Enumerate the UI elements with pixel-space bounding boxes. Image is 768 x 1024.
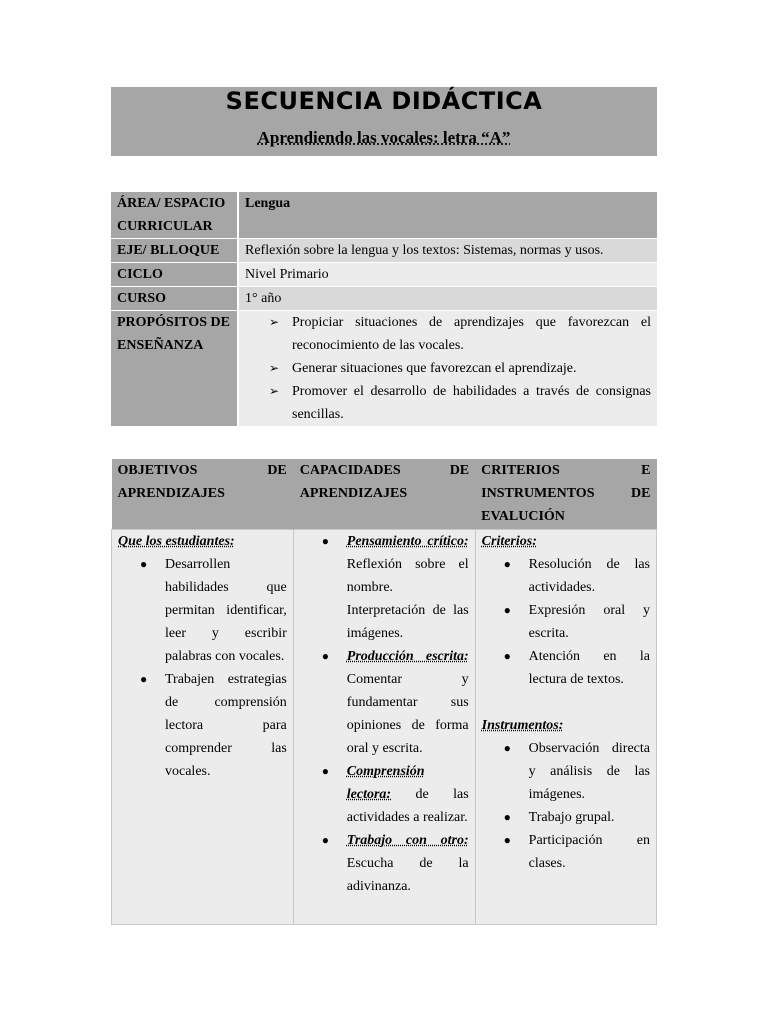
info-table — [111, 192, 657, 427]
dot-bullet-icon: ● — [503, 556, 511, 571]
ciclo-label: CICLO — [111, 263, 238, 287]
list-item: ● Trabajen estrategias de comprensión lectora para comprender las vocales. — [118, 668, 287, 783]
objetivos-list — [118, 553, 287, 783]
header-criterios: CRITERIOS E INSTRUMENTOS DE EVALUCIÓN — [475, 459, 656, 529]
criterios-cell — [475, 529, 656, 924]
criterios-label: Criterios: — [481, 533, 537, 549]
dot-bullet-icon: ● — [503, 832, 511, 847]
list-item: ● Desarrollen habilidades que permitan identificar, leer y escribir palabras con vocales. — [118, 553, 287, 668]
eje-label: EJE/ BLLOQUE — [111, 239, 238, 263]
dot-bullet-icon: ● — [321, 832, 330, 847]
curso-value: 1° año — [238, 287, 657, 311]
dot-bullet-icon: ● — [321, 533, 330, 548]
objetivos-intro: Que los estudiantes: — [118, 533, 235, 549]
propositos-label: PROPÓSITOS DE ENSEÑANZA — [111, 311, 238, 427]
list-item: ● Resolución de las actividades. — [482, 553, 650, 599]
dot-bullet-icon: ● — [503, 602, 511, 617]
list-item: ● Observación directa y análisis de las imágenes. — [482, 737, 650, 806]
area-value: Lengua — [238, 192, 657, 239]
objectives-table — [111, 459, 657, 925]
info-row-eje — [111, 239, 657, 263]
dot-bullet-icon: ● — [321, 648, 330, 663]
info-row-propositos — [111, 311, 657, 427]
list-item: ● Expresión oral y escrita. — [482, 599, 650, 645]
arrow-bullet-icon: ➢ — [269, 361, 280, 375]
dot-bullet-icon: ● — [140, 671, 148, 686]
page-title: SECUENCIA DIDÁCTICA — [225, 87, 543, 115]
list-item: ● Producción escrita: Comentar y fundamentar sus opiniones de forma oral y escrita. — [300, 645, 469, 760]
dot-bullet-icon: ● — [503, 809, 511, 824]
title-box — [111, 87, 657, 156]
list-item: ● Comprensión lectora: de las actividades a realizar. — [300, 760, 469, 829]
info-row-curso — [111, 287, 657, 311]
list-item: ● Atención en la lectura de textos. — [482, 645, 650, 691]
info-row-area — [111, 192, 657, 239]
dot-bullet-icon: ● — [140, 556, 148, 571]
arrow-bullet-icon: ➢ — [269, 315, 280, 329]
dot-bullet-icon: ● — [503, 740, 511, 755]
arrow-bullet-icon: ➢ — [269, 384, 280, 398]
list-item: ● Participación en clases. — [482, 829, 650, 875]
list-item: ➢ Promover el desarrollo de habilidades a través de consignas sencillas. — [245, 380, 651, 426]
area-label: ÁREA/ ESPACIO CURRICULAR — [111, 192, 238, 239]
capacidades-cell — [293, 529, 475, 924]
list-item: ➢ Generar situaciones que favorezcan el aprendizaje. — [245, 357, 651, 380]
instrumentos-list — [482, 737, 650, 875]
page-subtitle: Aprendiendo las vocales: letra “A” — [257, 128, 511, 147]
list-item: ● Pensamiento crítico: Reflexión sobre el nombre. Interpretación de las imágenes. — [300, 530, 469, 645]
info-row-ciclo — [111, 263, 657, 287]
propositos-value — [238, 311, 657, 427]
list-item: ● Trabajo grupal. — [482, 806, 650, 829]
dot-bullet-icon: ● — [321, 763, 330, 778]
objetivos-cell — [112, 529, 294, 924]
instrumentos-label: Instrumentos: — [481, 717, 564, 733]
list-item: ● Trabajo con otro: Escucha de la adivinanza. — [300, 829, 469, 898]
header-capacidades: CAPACIDADES DE APRENDIZAJES — [293, 459, 475, 529]
list-item: ➢ Propiciar situaciones de aprendizajes que favorezcan el reconocimiento de las vocales. — [245, 311, 651, 357]
dot-bullet-icon: ● — [503, 648, 511, 663]
propositos-list — [245, 311, 651, 426]
ciclo-value: Nivel Primario — [238, 263, 657, 287]
curso-label: CURSO — [111, 287, 238, 311]
capacidades-list — [300, 530, 469, 898]
eje-value: Reflexión sobre la lengua y los textos: Sistemas, normas y usos. — [238, 239, 657, 263]
objectives-header-row — [112, 459, 657, 529]
objectives-body-row — [112, 529, 657, 924]
header-objetivos: OBJETIVOS DE APRENDIZAJES — [112, 459, 294, 529]
criterios-list — [482, 553, 650, 691]
